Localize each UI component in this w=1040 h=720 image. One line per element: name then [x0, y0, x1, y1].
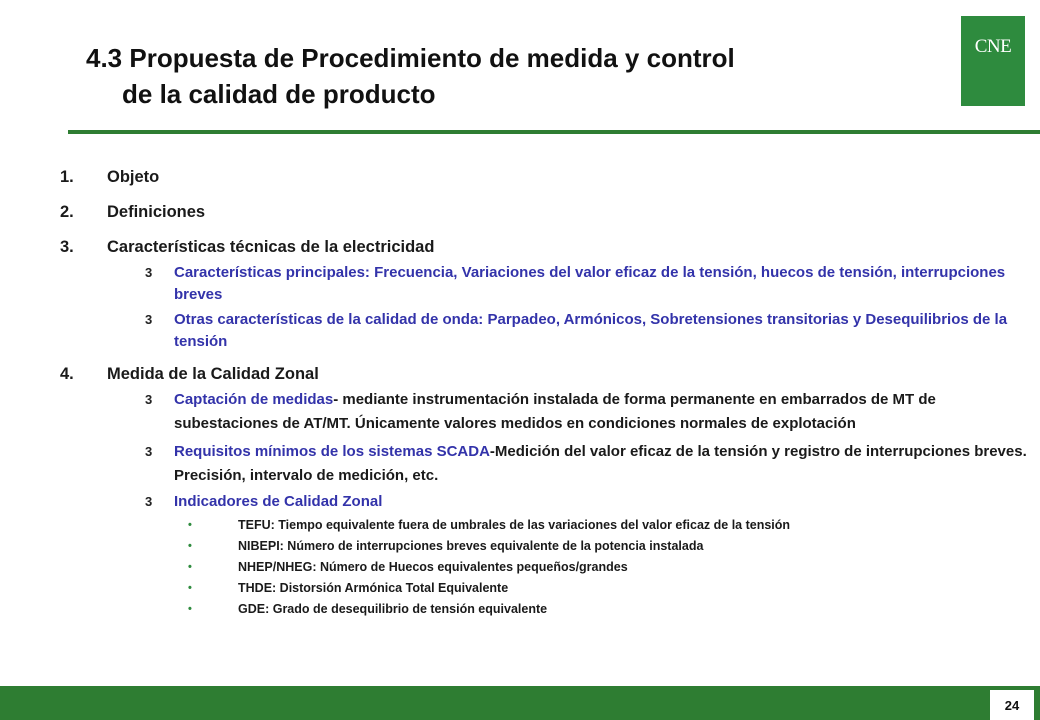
- item-number: 4.: [60, 365, 74, 383]
- sub-marker-icon: 3: [145, 265, 153, 280]
- bullet-item: [60, 599, 1035, 620]
- bullet-dot-icon: •: [188, 540, 192, 552]
- list-item-medida: [60, 365, 1035, 384]
- logo-text: CNE: [974, 36, 1012, 57]
- item-label: Medida de la Calidad Zonal: [107, 365, 319, 383]
- item-number: 2.: [60, 203, 74, 221]
- sub-text-highlight: Requisitos mínimos de los sistemas SCADA: [174, 443, 490, 460]
- sub-text-highlight: Captación de medidas: [174, 391, 334, 408]
- bullet-text: NIBEPI: Número de interrupciones breves equivalente de la potencia instalada: [238, 539, 704, 553]
- list-item-definiciones: [60, 203, 1035, 222]
- item-label: Definiciones: [107, 203, 206, 221]
- bullet-dot-icon: •: [188, 561, 192, 573]
- item-number: 3.: [60, 238, 74, 256]
- title-divider: [68, 130, 1040, 134]
- bullet-text: TEFU: Tiempo equivalente fuera de umbrales de las variaciones del valor eficaz de la tensión: [238, 518, 791, 532]
- sub-text: Otras características de la calidad de onda: Parpadeo, Armónicos, Sobretensiones transitorias y Desequilibrios de la tensión: [174, 311, 1008, 350]
- sub-marker-icon: 3: [145, 312, 153, 327]
- bullet-item: [60, 557, 1035, 578]
- sub-marker-icon: 3: [145, 494, 153, 509]
- sub-text-highlight: Indicadores de Calidad Zonal: [174, 493, 383, 510]
- bullet-item: [60, 578, 1035, 599]
- sub-text: - mediante instrumentación instalada de forma permanente en embarrados de MT de subestaciones de AT/MT. Únicamente valores medidos en condiciones normales de explotación: [174, 391, 936, 432]
- bullet-text: NHEP/NHEG: Número de Huecos equivalentes pequeños/grandes: [238, 560, 628, 574]
- bullet-item: [60, 515, 1035, 536]
- sub-item: [60, 491, 1035, 513]
- bullet-dot-icon: •: [188, 582, 192, 594]
- list-item-objeto: [60, 168, 1035, 187]
- bullet-text: GDE: Grado de desequilibrio de tensión equivalente: [238, 602, 548, 616]
- bullet-dot-icon: •: [188, 519, 192, 531]
- sub-item: [60, 440, 1035, 488]
- outline-list: [60, 168, 1035, 620]
- slide-title: [86, 40, 735, 112]
- item-label: Características técnicas de la electricidad: [107, 238, 435, 256]
- page-number: [990, 690, 1034, 720]
- list-item-caracteristicas: [60, 238, 1035, 257]
- title-line-1: 4.3 Propuesta de Procedimiento de medida y control: [86, 43, 735, 73]
- cne-logo: [961, 16, 1025, 106]
- bullet-dot-icon: •: [188, 603, 192, 615]
- item-number: 1.: [60, 168, 74, 186]
- bullet-item: [60, 536, 1035, 557]
- sub-text: Características principales: Frecuencia, Variaciones del valor eficaz de la tensión, huecos de tensión, interrupciones breves: [174, 264, 1006, 303]
- bullet-text: THDE: Distorsión Armónica Total Equivalente: [238, 581, 509, 595]
- title-line-2: de la calidad de producto: [122, 79, 436, 109]
- sub-item: [60, 388, 1035, 436]
- item-label: Objeto: [107, 168, 160, 186]
- sub-text: -Medición del valor eficaz de la tensión y registro de interrupciones breves. Precisión, intervalo de medición, etc.: [174, 443, 1027, 484]
- footer-bar: [0, 686, 1040, 720]
- sub-item: [60, 262, 1035, 306]
- sub-item: [60, 309, 1035, 353]
- page-number-text: 24: [1004, 697, 1020, 713]
- sub-marker-icon: 3: [145, 392, 153, 407]
- sub-marker-icon: 3: [145, 444, 153, 459]
